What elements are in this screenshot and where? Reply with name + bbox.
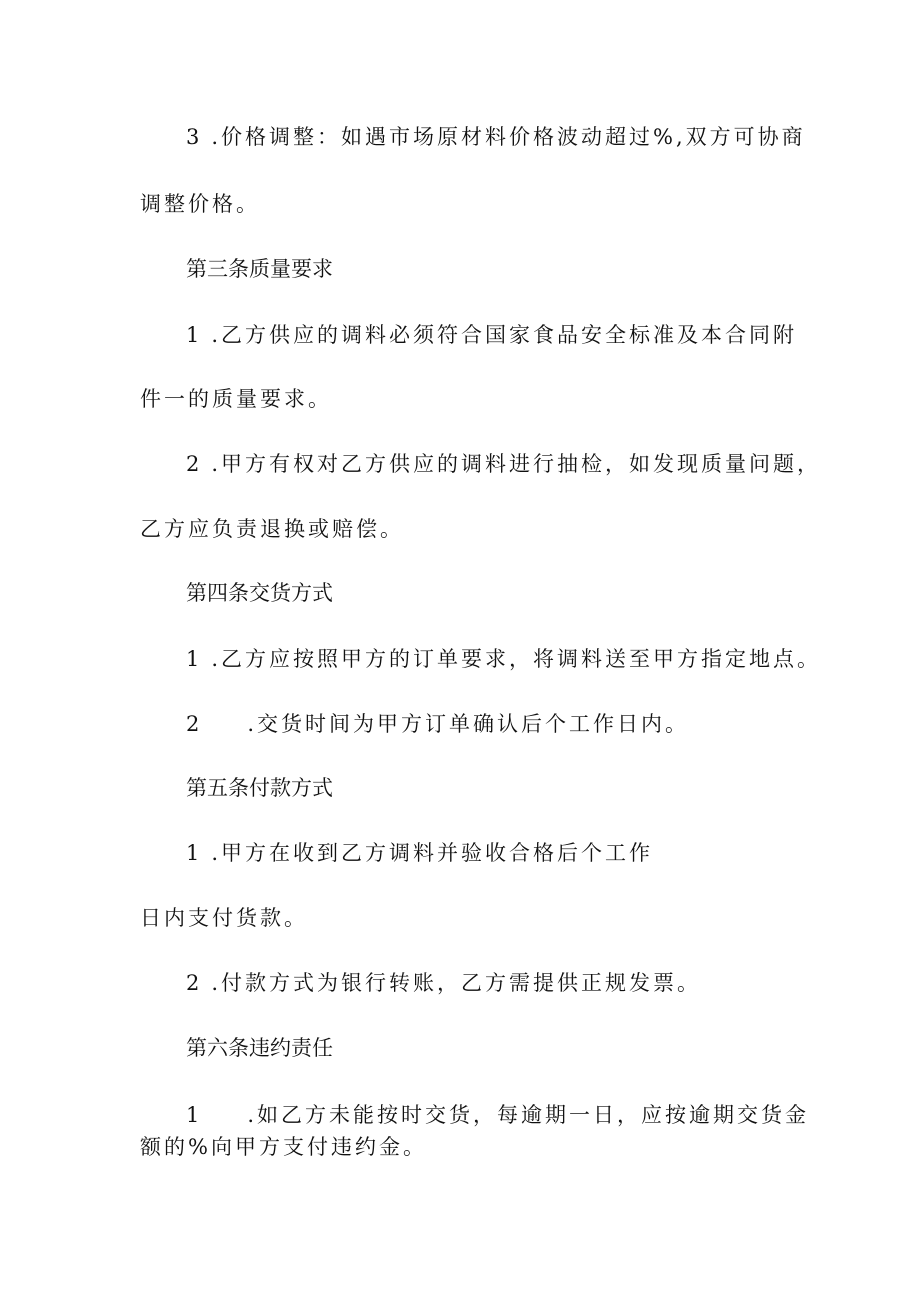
item-number: 1 [186,841,200,865]
item-number: 1 [186,647,200,671]
clause-text: 件一的质量要求。 [140,387,332,411]
clause-text: 乙方应负责退换或赔偿。 [140,517,404,541]
article-heading-delivery: 第四条交货方式 [186,581,333,605]
clause-delivery-2 [186,710,689,738]
item-number: 2 [186,452,200,476]
clause-text: .甲方有权对乙方供应的调料进行抽检，如发现质量问题， [211,452,822,476]
clause-continuation [140,385,332,413]
clause-continuation [140,904,308,932]
item-number: 3 [186,125,200,149]
clause-continuation [140,190,260,218]
clause-text: 日内支付货款。 [140,906,308,930]
clause-text: .甲方在收到乙方调料并验收合格后个工作 [211,841,654,865]
clause-payment-2 [186,969,701,997]
item-number: 2 [186,971,200,995]
clause-price-adjustment [186,123,806,151]
clause-payment-1 [186,839,653,867]
clause-delivery-1 [186,645,821,673]
clause-quality-1 [186,321,797,349]
clause-continuation [140,515,404,543]
clause-quality-2 [186,450,821,478]
item-number: 2 [186,712,200,736]
clause-liability-1 [186,1101,809,1129]
article-heading-quality: 第三条质量要求 [186,257,333,281]
clause-text: .乙方应按照甲方的订单要求，将调料送至甲方指定地点。 [211,647,822,671]
clause-text: 调整价格。 [140,192,260,216]
clause-text: .乙方供应的调料必须符合国家食品安全标准及本合同附 [211,323,798,347]
article-heading-liability: 第六条违约责任 [186,1036,333,1060]
clause-text: .如乙方未能按时交货，每逾期一日，应按逾期交货金 [247,1103,810,1127]
article-heading-payment: 第五条付款方式 [186,776,333,800]
clause-text: .价格调整：如遇市场原材料价格波动超过%,双方可协商 [211,125,806,149]
clause-text: .交货时间为甲方订单确认后个工作日内。 [247,712,690,736]
item-number: 1 [186,1103,200,1127]
item-number: 1 [186,323,200,347]
clause-text: 额的%向甲方支付违约金。 [140,1135,427,1159]
clause-text: .付款方式为银行转账，乙方需提供正规发票。 [211,971,702,995]
clause-continuation [140,1133,427,1161]
